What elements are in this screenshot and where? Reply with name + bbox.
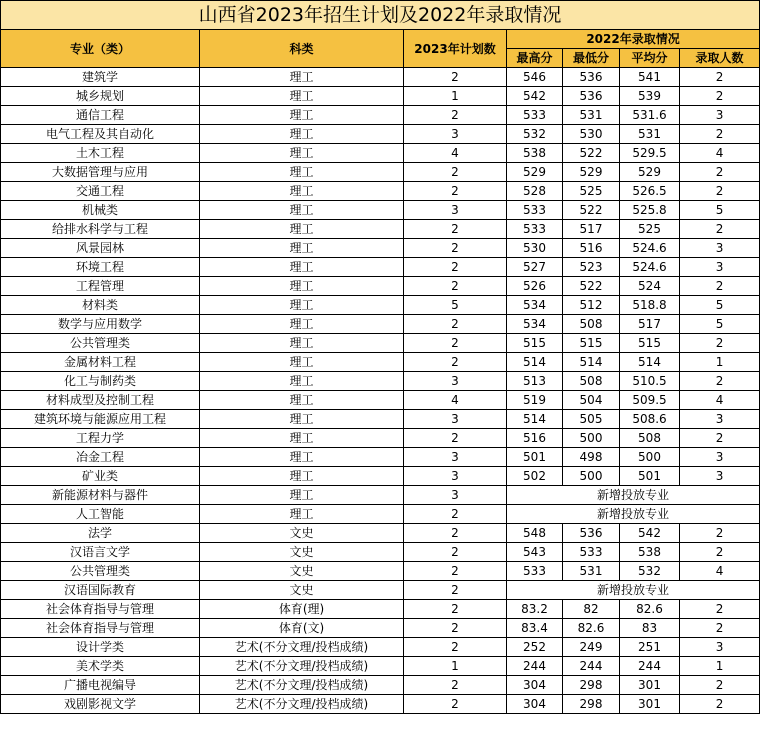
cell-admit-count: 2 — [680, 695, 760, 714]
cell-max-score: 527 — [507, 258, 563, 277]
cell-major: 戏剧影视文学 — [1, 695, 200, 714]
cell-major: 交通工程 — [1, 182, 200, 201]
cell-avg-score: 244 — [620, 657, 680, 676]
cell-category: 理工 — [200, 467, 404, 486]
cell-new-major-note: 新增投放专业 — [507, 581, 760, 600]
cell-major: 材料成型及控制工程 — [1, 391, 200, 410]
cell-category: 体育(文) — [200, 619, 404, 638]
cell-plan-2023: 1 — [404, 87, 507, 106]
header-category: 科类 — [200, 30, 404, 68]
cell-min-score: 82 — [563, 600, 620, 619]
table-row — [1, 638, 760, 657]
cell-major: 土木工程 — [1, 144, 200, 163]
cell-category: 艺术(不分文理/投档成绩) — [200, 638, 404, 657]
cell-avg-score: 529 — [620, 163, 680, 182]
cell-plan-2023: 2 — [404, 638, 507, 657]
cell-plan-2023: 2 — [404, 581, 507, 600]
cell-max-score: 530 — [507, 239, 563, 258]
cell-major: 机械类 — [1, 201, 200, 220]
cell-avg-score: 514 — [620, 353, 680, 372]
cell-max-score: 543 — [507, 543, 563, 562]
cell-min-score: 530 — [563, 125, 620, 144]
cell-avg-score: 526.5 — [620, 182, 680, 201]
cell-plan-2023: 2 — [404, 258, 507, 277]
cell-admit-count: 2 — [680, 182, 760, 201]
cell-plan-2023: 4 — [404, 144, 507, 163]
cell-category: 艺术(不分文理/投档成绩) — [200, 676, 404, 695]
cell-category: 理工 — [200, 334, 404, 353]
cell-admit-count: 3 — [680, 638, 760, 657]
cell-min-score: 512 — [563, 296, 620, 315]
cell-major: 建筑环境与能源应用工程 — [1, 410, 200, 429]
cell-min-score: 536 — [563, 524, 620, 543]
cell-new-major-note: 新增投放专业 — [507, 505, 760, 524]
cell-avg-score: 531 — [620, 125, 680, 144]
table-row — [1, 144, 760, 163]
table-row — [1, 68, 760, 87]
cell-admit-count: 2 — [680, 87, 760, 106]
cell-min-score: 525 — [563, 182, 620, 201]
table-row — [1, 467, 760, 486]
cell-plan-2023: 1 — [404, 657, 507, 676]
cell-major: 设计学类 — [1, 638, 200, 657]
cell-plan-2023: 3 — [404, 372, 507, 391]
cell-max-score: 533 — [507, 106, 563, 125]
table-row — [1, 372, 760, 391]
cell-admit-count: 5 — [680, 315, 760, 334]
cell-plan-2023: 2 — [404, 220, 507, 239]
cell-avg-score: 532 — [620, 562, 680, 581]
cell-major: 电气工程及其自动化 — [1, 125, 200, 144]
cell-plan-2023: 3 — [404, 201, 507, 220]
table-row — [1, 562, 760, 581]
cell-admit-count: 3 — [680, 448, 760, 467]
cell-min-score: 514 — [563, 353, 620, 372]
cell-major: 广播电视编导 — [1, 676, 200, 695]
cell-plan-2023: 3 — [404, 467, 507, 486]
cell-min-score: 82.6 — [563, 619, 620, 638]
table-row — [1, 486, 760, 505]
table-row — [1, 182, 760, 201]
table-body — [1, 68, 760, 714]
cell-major: 冶金工程 — [1, 448, 200, 467]
cell-min-score: 505 — [563, 410, 620, 429]
cell-max-score: 534 — [507, 315, 563, 334]
header-min-score: 最低分 — [563, 49, 620, 68]
cell-plan-2023: 2 — [404, 277, 507, 296]
cell-major: 通信工程 — [1, 106, 200, 125]
cell-category: 文史 — [200, 524, 404, 543]
cell-admit-count: 4 — [680, 391, 760, 410]
cell-avg-score: 508.6 — [620, 410, 680, 429]
cell-max-score: 548 — [507, 524, 563, 543]
cell-admit-count: 2 — [680, 220, 760, 239]
cell-plan-2023: 2 — [404, 562, 507, 581]
cell-max-score: 514 — [507, 353, 563, 372]
cell-max-score: 501 — [507, 448, 563, 467]
header-max-score: 最高分 — [507, 49, 563, 68]
cell-admit-count: 4 — [680, 562, 760, 581]
cell-major: 汉语言文学 — [1, 543, 200, 562]
cell-admit-count: 2 — [680, 163, 760, 182]
table-row — [1, 505, 760, 524]
cell-min-score: 522 — [563, 201, 620, 220]
cell-max-score: 528 — [507, 182, 563, 201]
cell-avg-score: 538 — [620, 543, 680, 562]
cell-admit-count: 2 — [680, 372, 760, 391]
cell-max-score: 304 — [507, 695, 563, 714]
cell-min-score: 249 — [563, 638, 620, 657]
cell-min-score: 522 — [563, 277, 620, 296]
cell-max-score: 534 — [507, 296, 563, 315]
table-row — [1, 600, 760, 619]
cell-major: 材料类 — [1, 296, 200, 315]
cell-major: 给排水科学与工程 — [1, 220, 200, 239]
table-row — [1, 410, 760, 429]
cell-min-score: 298 — [563, 676, 620, 695]
cell-category: 理工 — [200, 258, 404, 277]
cell-admit-count: 3 — [680, 106, 760, 125]
table-row — [1, 619, 760, 638]
table-row — [1, 429, 760, 448]
cell-min-score: 531 — [563, 106, 620, 125]
cell-admit-count: 3 — [680, 239, 760, 258]
cell-max-score: 244 — [507, 657, 563, 676]
cell-max-score: 519 — [507, 391, 563, 410]
table-row — [1, 353, 760, 372]
cell-category: 理工 — [200, 201, 404, 220]
cell-plan-2023: 2 — [404, 106, 507, 125]
cell-min-score: 522 — [563, 144, 620, 163]
cell-avg-score: 541 — [620, 68, 680, 87]
cell-avg-score: 508 — [620, 429, 680, 448]
cell-avg-score: 525 — [620, 220, 680, 239]
table-row — [1, 676, 760, 695]
cell-major: 矿业类 — [1, 467, 200, 486]
cell-category: 理工 — [200, 391, 404, 410]
header-plan-2023: 2023年计划数 — [404, 30, 507, 68]
cell-plan-2023: 2 — [404, 334, 507, 353]
cell-major: 社会体育指导与管理 — [1, 619, 200, 638]
cell-major: 风景园林 — [1, 239, 200, 258]
cell-max-score: 516 — [507, 429, 563, 448]
cell-avg-score: 517 — [620, 315, 680, 334]
cell-max-score: 502 — [507, 467, 563, 486]
cell-min-score: 529 — [563, 163, 620, 182]
cell-category: 理工 — [200, 68, 404, 87]
cell-plan-2023: 2 — [404, 163, 507, 182]
cell-admit-count: 2 — [680, 676, 760, 695]
cell-avg-score: 83 — [620, 619, 680, 638]
cell-category: 文史 — [200, 543, 404, 562]
cell-admit-count: 5 — [680, 201, 760, 220]
cell-plan-2023: 2 — [404, 239, 507, 258]
cell-plan-2023: 3 — [404, 448, 507, 467]
cell-avg-score: 531.6 — [620, 106, 680, 125]
cell-min-score: 536 — [563, 68, 620, 87]
cell-max-score: 546 — [507, 68, 563, 87]
cell-avg-score: 524.6 — [620, 239, 680, 258]
cell-admit-count: 2 — [680, 125, 760, 144]
table-row — [1, 258, 760, 277]
cell-min-score: 531 — [563, 562, 620, 581]
cell-max-score: 538 — [507, 144, 563, 163]
cell-major: 公共管理类 — [1, 334, 200, 353]
cell-admit-count: 2 — [680, 600, 760, 619]
cell-plan-2023: 2 — [404, 600, 507, 619]
table-row — [1, 239, 760, 258]
cell-min-score: 504 — [563, 391, 620, 410]
cell-category: 艺术(不分文理/投档成绩) — [200, 695, 404, 714]
cell-major: 工程力学 — [1, 429, 200, 448]
cell-min-score: 298 — [563, 695, 620, 714]
cell-min-score: 500 — [563, 429, 620, 448]
cell-category: 理工 — [200, 410, 404, 429]
cell-admit-count: 5 — [680, 296, 760, 315]
cell-avg-score: 518.8 — [620, 296, 680, 315]
cell-category: 理工 — [200, 448, 404, 467]
cell-max-score: 532 — [507, 125, 563, 144]
cell-category: 理工 — [200, 315, 404, 334]
cell-plan-2023: 5 — [404, 296, 507, 315]
cell-category: 理工 — [200, 144, 404, 163]
cell-max-score: 304 — [507, 676, 563, 695]
cell-min-score: 500 — [563, 467, 620, 486]
table-row — [1, 125, 760, 144]
cell-avg-score: 525.8 — [620, 201, 680, 220]
cell-category: 理工 — [200, 505, 404, 524]
cell-admit-count: 1 — [680, 353, 760, 372]
table-row — [1, 657, 760, 676]
cell-category: 体育(理) — [200, 600, 404, 619]
cell-major: 环境工程 — [1, 258, 200, 277]
header-admission-2022: 2022年录取情况 — [507, 30, 760, 49]
cell-plan-2023: 2 — [404, 619, 507, 638]
cell-avg-score: 529.5 — [620, 144, 680, 163]
cell-plan-2023: 3 — [404, 125, 507, 144]
cell-category: 理工 — [200, 182, 404, 201]
cell-plan-2023: 2 — [404, 429, 507, 448]
cell-category: 理工 — [200, 163, 404, 182]
cell-admit-count: 2 — [680, 429, 760, 448]
cell-max-score: 542 — [507, 87, 563, 106]
cell-avg-score: 542 — [620, 524, 680, 543]
cell-major: 大数据管理与应用 — [1, 163, 200, 182]
cell-category: 文史 — [200, 581, 404, 600]
cell-category: 文史 — [200, 562, 404, 581]
table-row — [1, 448, 760, 467]
table-row — [1, 391, 760, 410]
cell-admit-count: 3 — [680, 258, 760, 277]
cell-plan-2023: 3 — [404, 410, 507, 429]
table-row — [1, 106, 760, 125]
cell-plan-2023: 4 — [404, 391, 507, 410]
cell-admit-count: 3 — [680, 410, 760, 429]
cell-plan-2023: 2 — [404, 182, 507, 201]
cell-avg-score: 509.5 — [620, 391, 680, 410]
cell-admit-count: 2 — [680, 334, 760, 353]
cell-major: 金属材料工程 — [1, 353, 200, 372]
cell-category: 理工 — [200, 372, 404, 391]
table-row — [1, 220, 760, 239]
cell-avg-score: 510.5 — [620, 372, 680, 391]
header-avg-score: 平均分 — [620, 49, 680, 68]
cell-major: 新能源材料与器件 — [1, 486, 200, 505]
cell-min-score: 508 — [563, 315, 620, 334]
cell-plan-2023: 2 — [404, 353, 507, 372]
table-row — [1, 543, 760, 562]
cell-max-score: 533 — [507, 220, 563, 239]
cell-min-score: 244 — [563, 657, 620, 676]
cell-plan-2023: 2 — [404, 695, 507, 714]
cell-major: 工程管理 — [1, 277, 200, 296]
cell-max-score: 529 — [507, 163, 563, 182]
cell-category: 理工 — [200, 220, 404, 239]
cell-min-score: 517 — [563, 220, 620, 239]
cell-plan-2023: 2 — [404, 68, 507, 87]
cell-category: 理工 — [200, 486, 404, 505]
cell-max-score: 514 — [507, 410, 563, 429]
cell-admit-count: 2 — [680, 524, 760, 543]
header-admit-count: 录取人数 — [680, 49, 760, 68]
cell-category: 理工 — [200, 239, 404, 258]
table-row — [1, 315, 760, 334]
cell-admit-count: 3 — [680, 467, 760, 486]
cell-min-score: 508 — [563, 372, 620, 391]
cell-max-score: 513 — [507, 372, 563, 391]
cell-avg-score: 515 — [620, 334, 680, 353]
cell-avg-score: 539 — [620, 87, 680, 106]
cell-category: 理工 — [200, 125, 404, 144]
cell-admit-count: 4 — [680, 144, 760, 163]
table-row — [1, 201, 760, 220]
cell-avg-score: 251 — [620, 638, 680, 657]
cell-max-score: 83.4 — [507, 619, 563, 638]
cell-max-score: 526 — [507, 277, 563, 296]
cell-min-score: 515 — [563, 334, 620, 353]
table-row — [1, 277, 760, 296]
cell-category: 艺术(不分文理/投档成绩) — [200, 657, 404, 676]
table-row — [1, 334, 760, 353]
cell-major: 城乡规划 — [1, 87, 200, 106]
cell-major: 建筑学 — [1, 68, 200, 87]
cell-min-score: 516 — [563, 239, 620, 258]
cell-major: 化工与制药类 — [1, 372, 200, 391]
table-row — [1, 581, 760, 600]
cell-avg-score: 501 — [620, 467, 680, 486]
cell-admit-count: 1 — [680, 657, 760, 676]
cell-admit-count: 2 — [680, 543, 760, 562]
cell-min-score: 523 — [563, 258, 620, 277]
cell-plan-2023: 3 — [404, 486, 507, 505]
table-title: 山西省2023年招生计划及2022年录取情况 — [1, 1, 760, 30]
cell-avg-score: 82.6 — [620, 600, 680, 619]
table-row — [1, 695, 760, 714]
cell-major: 社会体育指导与管理 — [1, 600, 200, 619]
cell-max-score: 252 — [507, 638, 563, 657]
cell-major: 汉语国际教育 — [1, 581, 200, 600]
table-row — [1, 524, 760, 543]
cell-new-major-note: 新增投放专业 — [507, 486, 760, 505]
cell-plan-2023: 2 — [404, 315, 507, 334]
cell-avg-score: 301 — [620, 676, 680, 695]
cell-admit-count: 2 — [680, 68, 760, 87]
cell-max-score: 533 — [507, 201, 563, 220]
cell-plan-2023: 2 — [404, 505, 507, 524]
cell-category: 理工 — [200, 429, 404, 448]
table-row — [1, 296, 760, 315]
cell-max-score: 515 — [507, 334, 563, 353]
cell-admit-count: 2 — [680, 277, 760, 296]
cell-major: 人工智能 — [1, 505, 200, 524]
cell-max-score: 533 — [507, 562, 563, 581]
cell-major: 公共管理类 — [1, 562, 200, 581]
cell-category: 理工 — [200, 277, 404, 296]
cell-major: 数学与应用数学 — [1, 315, 200, 334]
cell-plan-2023: 2 — [404, 524, 507, 543]
cell-category: 理工 — [200, 353, 404, 372]
cell-avg-score: 500 — [620, 448, 680, 467]
table-row — [1, 87, 760, 106]
cell-plan-2023: 2 — [404, 676, 507, 695]
cell-min-score: 536 — [563, 87, 620, 106]
cell-major: 美术学类 — [1, 657, 200, 676]
cell-avg-score: 524 — [620, 277, 680, 296]
cell-plan-2023: 2 — [404, 543, 507, 562]
table-row — [1, 163, 760, 182]
cell-category: 理工 — [200, 106, 404, 125]
cell-avg-score: 524.6 — [620, 258, 680, 277]
cell-avg-score: 301 — [620, 695, 680, 714]
cell-max-score: 83.2 — [507, 600, 563, 619]
cell-category: 理工 — [200, 296, 404, 315]
cell-admit-count: 2 — [680, 619, 760, 638]
cell-major: 法学 — [1, 524, 200, 543]
header-major: 专业（类） — [1, 30, 200, 68]
cell-category: 理工 — [200, 87, 404, 106]
cell-min-score: 498 — [563, 448, 620, 467]
cell-min-score: 533 — [563, 543, 620, 562]
